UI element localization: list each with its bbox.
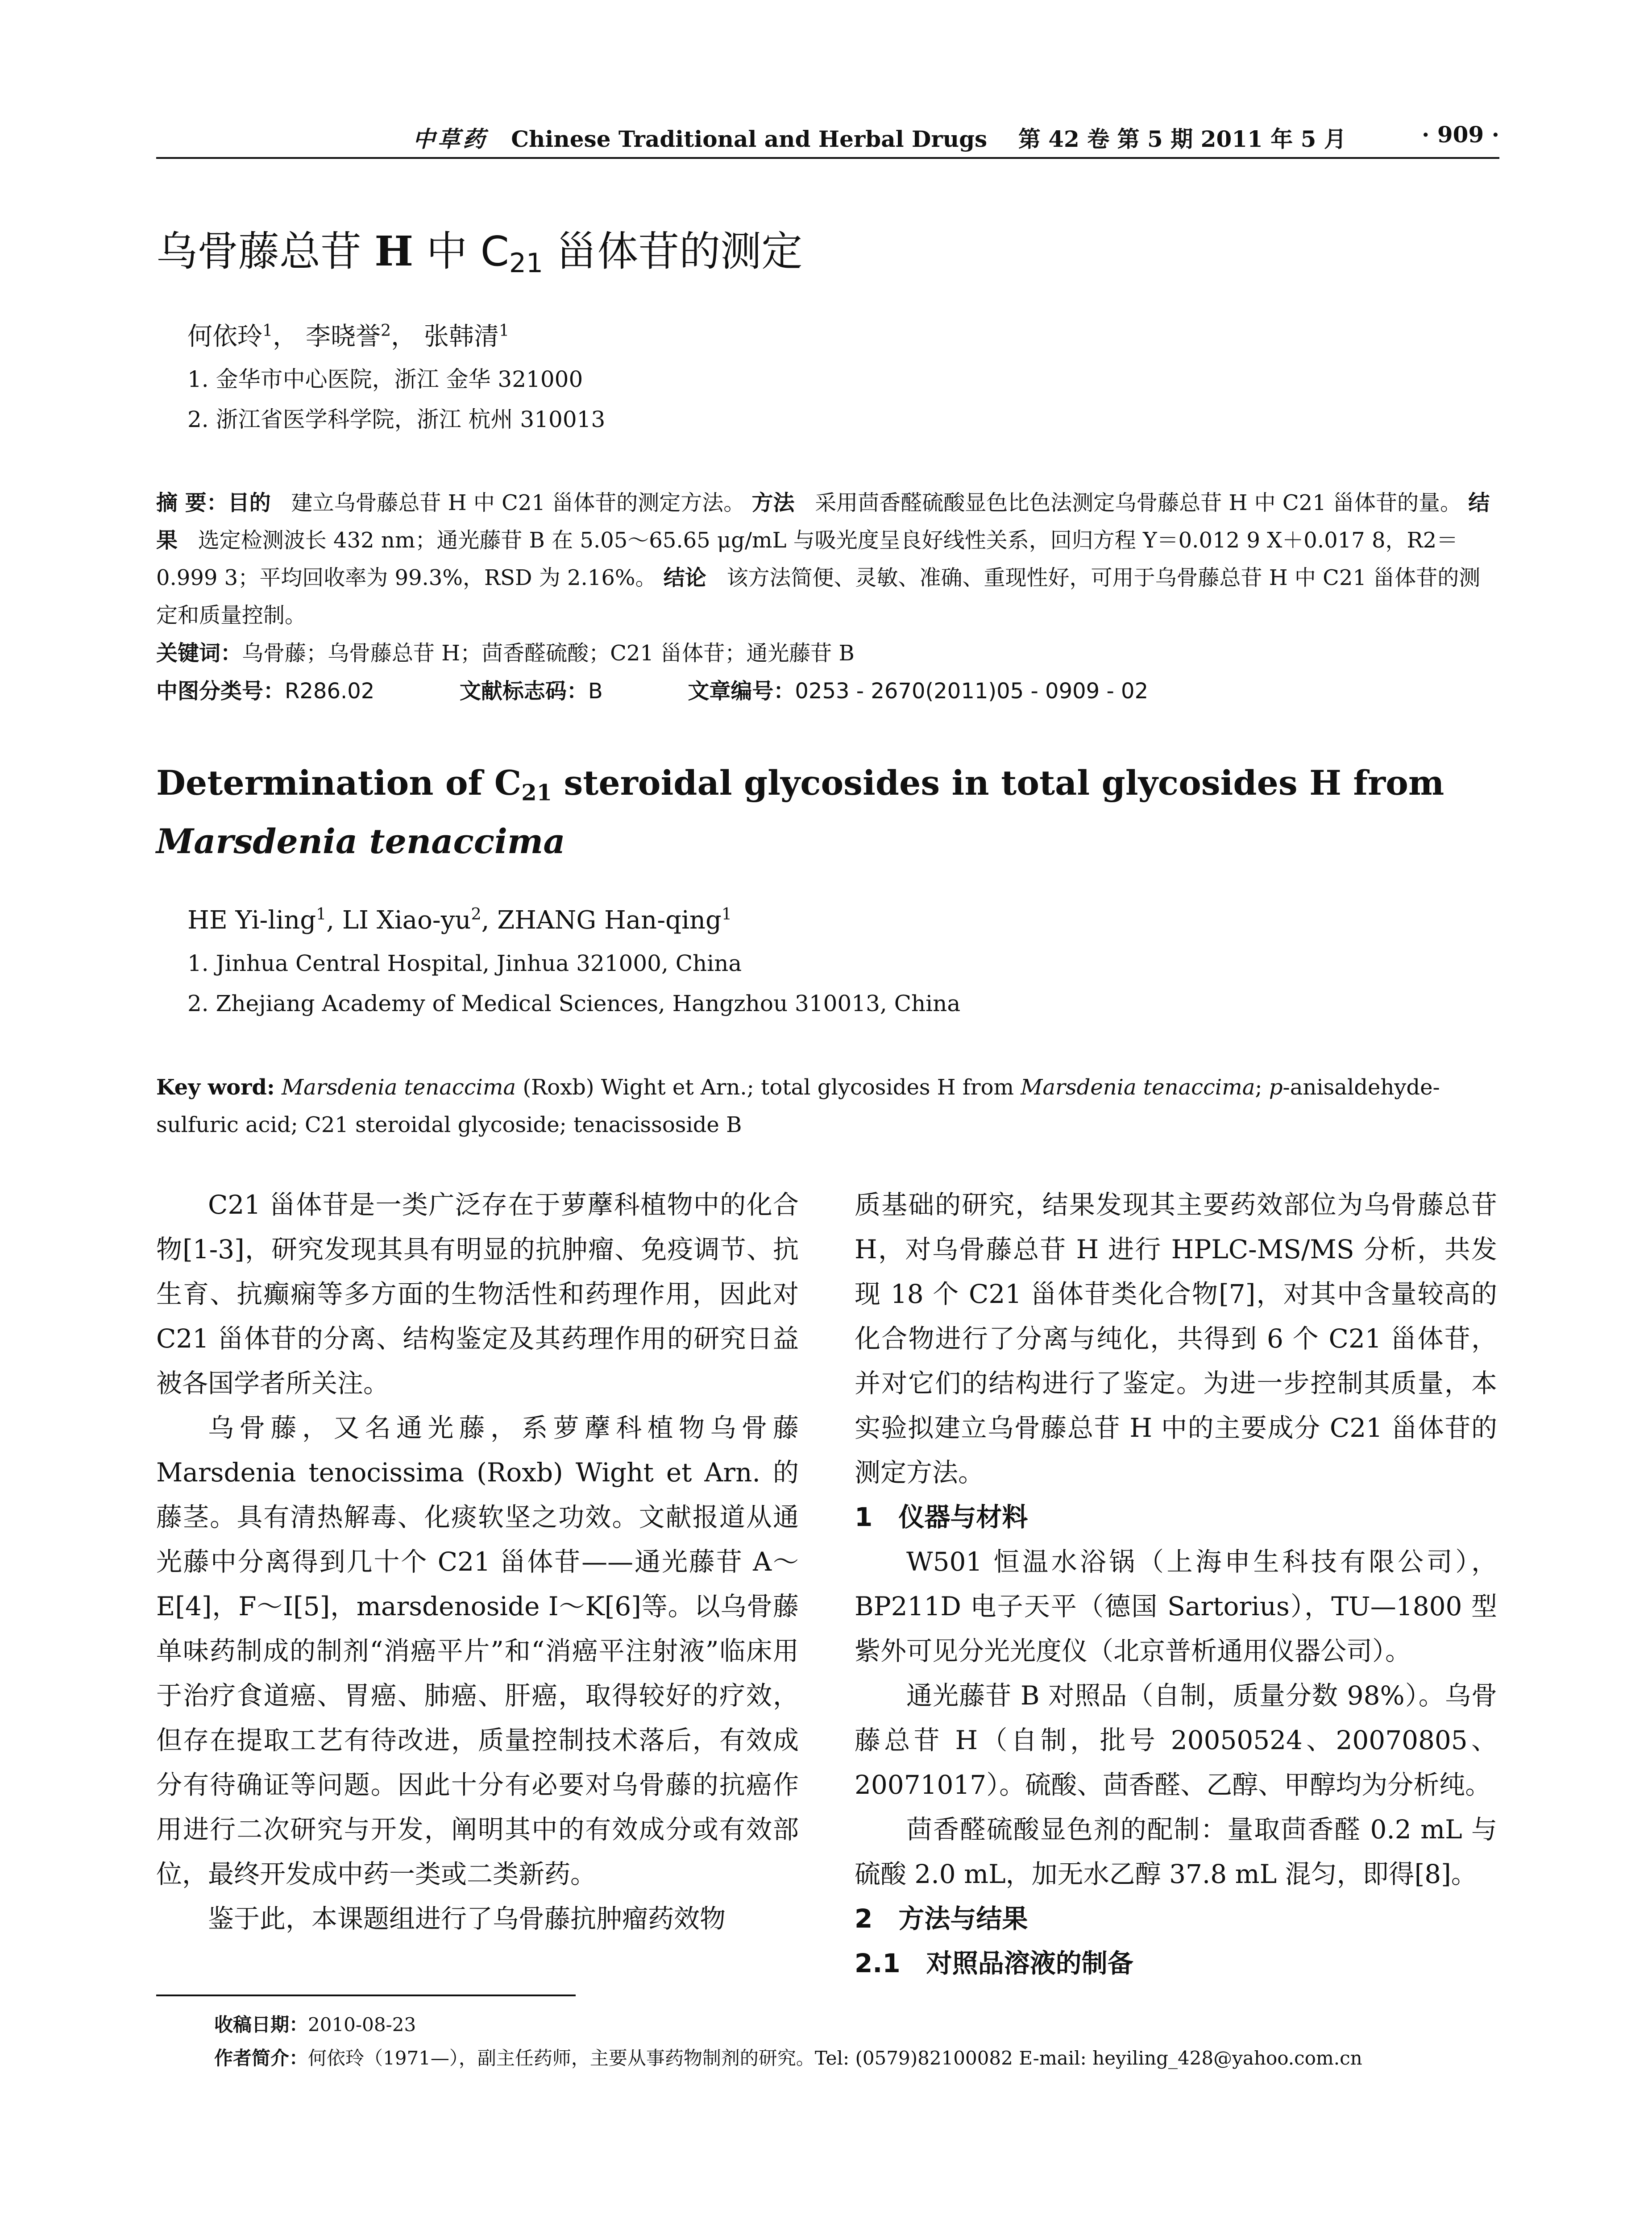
conclusion-label: 结论 [663,565,706,590]
bio-value: 何依玲（1971—），副主任药师，主要从事药物制剂的研究。Tel: (0579)82100082 E-mail: heyiling_428@yahoo.com.cn [308,2047,1362,2069]
body-paragraph: 质基础的研究，结果发现其主要药效部位为乌骨藤总苷 H，对乌骨藤总苷 H 进行 HPLC-MS/MS 分析，共发现 18 个 C21 甾体苷类化合物[7]，对其中含量较高的化合物进行了分离与纯化，共得到 6 个 C21 甾体苷，并对它们的结构进行了鉴定。为进一步控制其质量，本实验拟建立乌骨藤总苷 H 中的主要成分 C21 甾体苷的测定方法。 [855,1190,1497,1488]
result-text: 选定检测波长 432 nm；通光藤苷 B 在 5.05～65.65 μg/mL 与吸光度呈良好线性关系，回归方程 Y＝0.012 9 X＋0.017 8，R2＝0.999 3；平均回收率为 99.3%，RSD 为 2.16%。 [156,528,1458,590]
body-paragraph: 乌骨藤，又名通光藤，系萝藦科植物乌骨藤 Marsdenia tenocissima (Roxb) Wight et Arn. 的藤茎。具有清热解毒、化痰软坚之功效。文献报道从通光藤中分离得到几十个 C21 甾体苷——通光藤苷 A～E[4]，F～I[5]，marsdenoside I～K[6]等。以乌骨藤单味药制成的制剂“消癌平片”和“消癌平注射液”临床用于治疗食道癌、胃癌、肺癌、肝癌，取得较好的疗效，但存在提取工艺有待改进，质量控制技术落后，有效成分有待确证等问题。因此十分有必要对乌骨藤的抗癌作用进行二次研究与开发，阐明其中的有效成分或有效部位，最终开发成中药一类或二类新药。 [156,1413,799,1889]
keywords-label: 关键词： [156,641,242,666]
bio-label: 作者简介： [214,2047,308,2069]
classification-line [156,674,1148,705]
affiliation-en-2: 2. Zhejiang Academy of Medical Sciences, Hangzhou 310013, China [187,991,961,1016]
article-title-en [156,759,1499,866]
section-heading: 1 仪器与材料 [855,1502,1028,1532]
author-name: 何依玲 [187,322,262,351]
author-bio [214,2044,1362,2070]
journal-header [413,121,1346,153]
affiliation-en-1: 1. Jinhua Central Hospital, Jinhua 321000, China [187,950,742,976]
clc-value: R286.02 [285,679,375,704]
body-paragraph: W501 恒温水浴锅（上海申生科技有限公司），BP211D 电子天平（德国 Sartorius），TU—1800 型紫外可见分光光度仪（北京普析通用仪器公司）。 [855,1547,1497,1666]
purpose-text: 建立乌骨藤总苷 H 中 C21 甾体苷的测定方法。 [291,490,745,515]
author-name: 张韩清 [423,322,499,351]
clc-label: 中图分类号： [156,679,285,704]
body-paragraph: 鉴于此，本课题组进行了乌骨藤抗肿瘤药效物 [208,1903,726,1934]
keywords-en-label: Key word: [156,1075,275,1100]
section-heading: 2 方法与结果 [855,1903,1028,1934]
author-name-en: LI Xiao-yu [342,906,471,935]
keyword-italic: p [1269,1075,1283,1100]
authors-cn: 何依玲$^1$， 李晓誉$^2$， 张韩清$^1$ [187,320,510,351]
title-en-italic: Marsdenia tenaccima [156,821,565,862]
body-column-left [156,1182,799,1941]
keyword-italic: Marsdenia tenaccima [1021,1075,1255,1100]
purpose-label: 目的 [228,490,271,515]
keywords-en [156,1069,1499,1144]
authors-en: HE Yi-ling$^1$, LI Xiao-$yu^2$, ZHANG Han-qing$^1$ [187,904,732,935]
author-name-en: ZHANG Han-qing [497,906,722,935]
received-label: 收稿日期： [214,2014,308,2036]
keywords-cn [156,636,855,667]
title-cn-part: 中 C [413,228,509,275]
received-value: 2010-08-23 [308,2014,416,2036]
journal-issue: 第 42 卷 第 5 期 2011 年 5 月 [1018,126,1346,152]
page-header [156,117,1499,159]
article-no-label: 文章编号： [688,679,795,704]
body-paragraph: 茴香醛硫酸显色剂的配制：量取茴香醛 0.2 mL 与硫酸 2.0 mL，加无水乙醇 37.8 mL 混匀，即得[8]。 [855,1814,1497,1889]
keyword-text: ; [1255,1075,1269,1100]
result-label: 结果 [156,490,1490,553]
abstract-cn [156,484,1499,634]
title-en-sub: 21 [521,780,552,806]
page-number: · 909 · [1422,121,1499,148]
abstract-label: 摘 要： [156,490,228,515]
author-affil-en: 1 [316,904,327,924]
method-text: 采用茴香醛硫酸显色比色法测定乌骨藤总苷 H 中 C21 甾体苷的量。 [815,490,1461,515]
author-name-en: HE Yi-ling [187,906,316,935]
article-no-value: 0253 - 2670(2011)05 - 0909 - 02 [795,679,1149,704]
author-affil: 1 [262,320,273,340]
body-paragraph: C21 甾体苷是一类广泛存在于萝藦科植物中的化合物[1-3]，研究发现其具有明显的抗肿瘤、免疫调节、抗生育、抗癫痫等多方面的生物活性和药理作用，因此对 C21 甾体苷的分离、结构鉴定及其药理作用的研究日益被各国学者所关注。 [156,1190,799,1398]
title-en-part: steroidal glycosides in total glycosides H from [552,763,1444,803]
keyword-text: (Roxb) Wight et Arn.; total glycosides H from [516,1075,1021,1100]
author-name: 李晓誉 [305,322,381,351]
title-cn-sub: 21 [509,247,544,279]
body-column-right [855,1182,1497,1986]
method-label: 方法 [751,490,795,515]
affiliation-cn-1: 1. 金华市中心医院，浙江 金华 321000 [187,366,583,392]
affiliation-cn-2: 2. 浙江省医学科学院，浙江 杭州 310013 [187,406,606,432]
footnote-rule [156,1995,576,1996]
keyword-text: -anisaldehyde-sulfuric acid; C21 steroidal glycoside; tenacissoside B [156,1075,1440,1137]
author-affil: 2 [380,320,391,340]
author-affil-en: 1 [721,904,732,924]
article-title-cn [156,219,802,279]
journal-name-en: Chinese Traditional and Herbal Drugs [511,126,988,152]
author-affil: 1 [498,320,510,340]
conclusion-text: 该方法简便、灵敏、准确、重现性好，可用于乌骨藤总苷 H 中 C21 甾体苷的测定和质量控制。 [156,565,1481,628]
received-date [214,2010,416,2037]
keyword-italic: Marsdenia tenaccima [281,1075,516,1100]
doc-code-label: 文献标志码： [459,679,588,704]
author-affil-en: 2 [471,904,481,924]
title-en-part: Determination of C [156,763,522,803]
doc-code-value: B [588,679,603,704]
title-cn-part: 甾体苷的测定 [543,228,803,275]
body-paragraph: 通光藤苷 B 对照品（自制，质量分数 98%）。乌骨藤总苷 H（自制，批号 20050524、20070805、20071017）。硫酸、茴香醛、乙醇、甲醇均为分析纯。 [855,1680,1497,1800]
journal-name-cn: 中草药 [413,126,488,152]
keywords-text: 乌骨藤；乌骨藤总苷 H；茴香醛硫酸；C21 甾体苷；通光藤苷 B [242,641,855,666]
title-cn-part: H [374,227,414,275]
subsection-heading: 2.1 对照品溶液的制备 [855,1948,1133,1978]
title-cn-part: 乌骨藤总苷 [156,228,375,275]
